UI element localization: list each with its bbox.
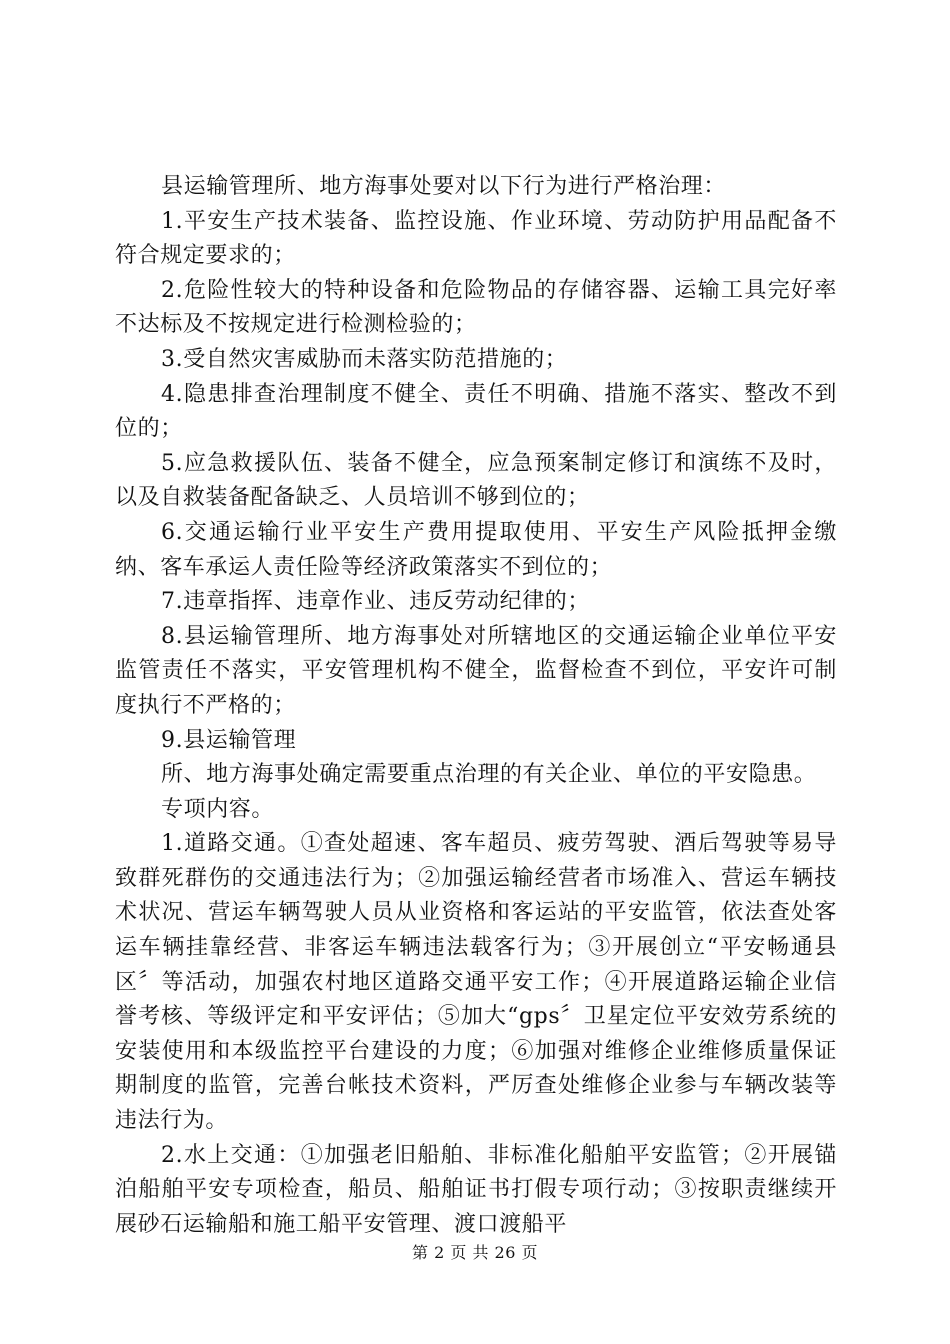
paragraph-item-9-continued: 所、地方海事处确定需要重点治理的有关企业、单位的平安隐患。 [161,762,817,788]
paragraph-item-4: 4.隐患排查治理制度不健全、责任不明确、措施不落实、整改不到位的； [115,381,837,442]
paragraph-section-heading: 专项内容。 [161,796,275,822]
paragraph-item-6: 6.交通运输行业平安生产费用提取使用、平安生产风险抵押金缴纳、客车承运人责任险等经济政策落实不到位的； [115,519,837,580]
paragraph-item-5: 5.应急救援队伍、装备不健全，应急预案制定修订和演练不及时，以及自救装备配备缺乏、人员培训不够到位的； [115,450,837,511]
paragraph-road-traffic: 1.道路交通。①查处超速、客车超员、疲劳驾驶、酒后驾驶等易导致群死群伤的交通违法行为；②加强运输经营者市场准入、营运车辆技术状况、营运车辆驾驶人员从业资格和客运站的平安监管，依法查处客运车辆挂靠经营、非客运车辆违法载客行为；③开展创立“平安畅通县区〞等活动，加强农村地区道路交通平安工作；④开展道路运输企业信誉考核、等级评定和平安评估；⑤加大“gps〞卫星定位平安效劳系统的安装使用和本级监控平台建设的力度；⑥加强对维修企业维修质量保证期制度的监管，完善台帐技术资料，严厉查处维修企业参与车辆改装等违法行为。 [115,831,837,1134]
document-body [115,170,837,1242]
paragraph-item-3: 3.受自然灾害威胁而未落实防范措施的； [161,346,568,372]
paragraph-item-9: 9.县运输管理 [161,727,297,753]
paragraph-item-7: 7.违章指挥、违章作业、违反劳动纪律的； [161,589,590,615]
paragraph-intro: 县运输管理所、地方海事处要对以下行为进行严格治理： [161,174,727,199]
paragraph-item-8: 8.县运输管理所、地方海事处对所辖地区的交通运输企业单位平安监管责任不落实，平安管理机构不健全，监督检查不到位，平安许可制度执行不严格的； [115,623,837,718]
paragraph-item-1: 1.平安生产技术装备、监控设施、作业环境、劳动防护用品配备不符合规定要求的； [115,208,837,269]
paragraph-item-2: 2.危险性较大的特种设备和危险物品的存储容器、运输工具完好率不达标及不按规定进行检测检验的； [115,277,837,338]
paragraph-water-traffic: 2.水上交通：①加强老旧船舶、非标准化船舶平安监管；②开展锚泊船舶平安专项检查，船员、船舶证书打假专项行动；③按职责继续开展砂石运输船和施工船平安管理、渡口渡船平 [115,1142,837,1237]
page-number-footer: 第 2 页 共 26 页 [412,1243,538,1262]
